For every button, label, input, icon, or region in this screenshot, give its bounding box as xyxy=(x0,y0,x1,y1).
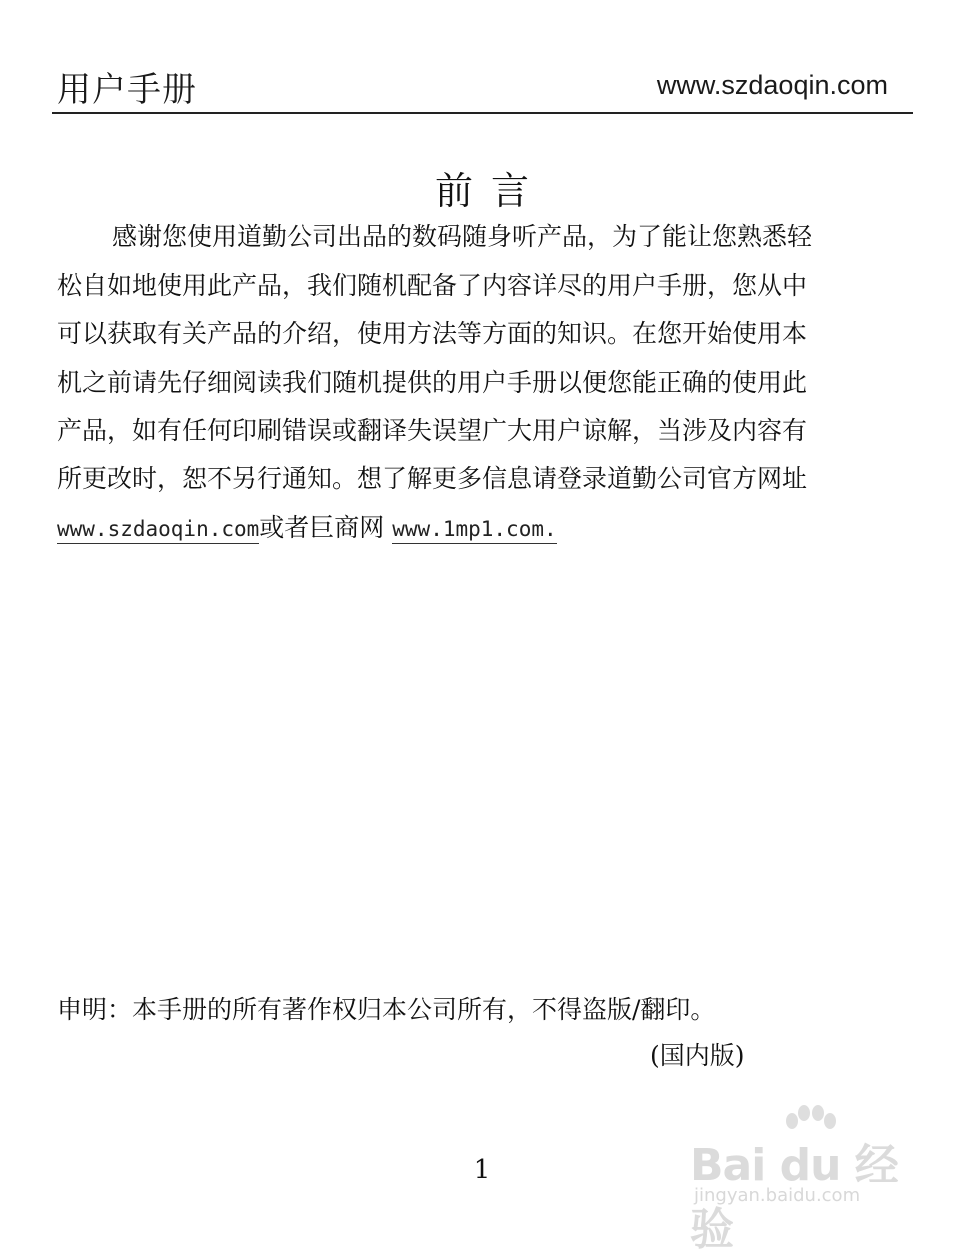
header-title: 用户手册 xyxy=(57,70,197,110)
preface-line-4: 机之前请先仔细阅读我们随机提供的用户手册以便您能正确的使用此 xyxy=(57,368,808,397)
page-heading: 前言 xyxy=(434,169,547,213)
header-url: www.szdaoqin.com xyxy=(656,70,888,100)
preface-url-line xyxy=(57,513,557,544)
copyright-notice: 申明：本手册的所有著作权归本公司所有，不得盗版/翻印。 xyxy=(57,995,716,1024)
watermark-sub-text: jingyan.baidu.com xyxy=(694,1185,861,1206)
edition-label: (国内版) xyxy=(650,1041,745,1070)
baidu-watermark xyxy=(690,1105,940,1255)
preface-line-1: 感谢您使用道勤公司出品的数码随身听产品，为了能让您熟悉轻 xyxy=(112,222,813,251)
page-number: 1 xyxy=(473,1155,491,1185)
watermark-logo-text: Bai du 经验 xyxy=(690,1140,898,1255)
preface-line-6: 所更改时，恕不另行通知。想了解更多信息请登录道勤公司官方网址 xyxy=(57,464,808,493)
preface-line-3: 可以获取有关产品的介绍，使用方法等方面的知识。在您开始使用本 xyxy=(57,319,808,348)
preface-line-5: 产品，如有任何印刷错误或翻译失误望广大用户谅解，当涉及内容有 xyxy=(57,416,808,445)
official-site-link[interactable]: www.szdaoqin.com xyxy=(57,517,259,544)
preface-line-2: 松自如地使用此产品，我们随机配备了内容详尽的用户手册，您从中 xyxy=(57,271,808,300)
link-connector: 或者巨商网 xyxy=(259,513,385,542)
partner-site-link[interactable]: www.1mp1.com. xyxy=(392,517,556,544)
header-divider xyxy=(52,112,913,114)
